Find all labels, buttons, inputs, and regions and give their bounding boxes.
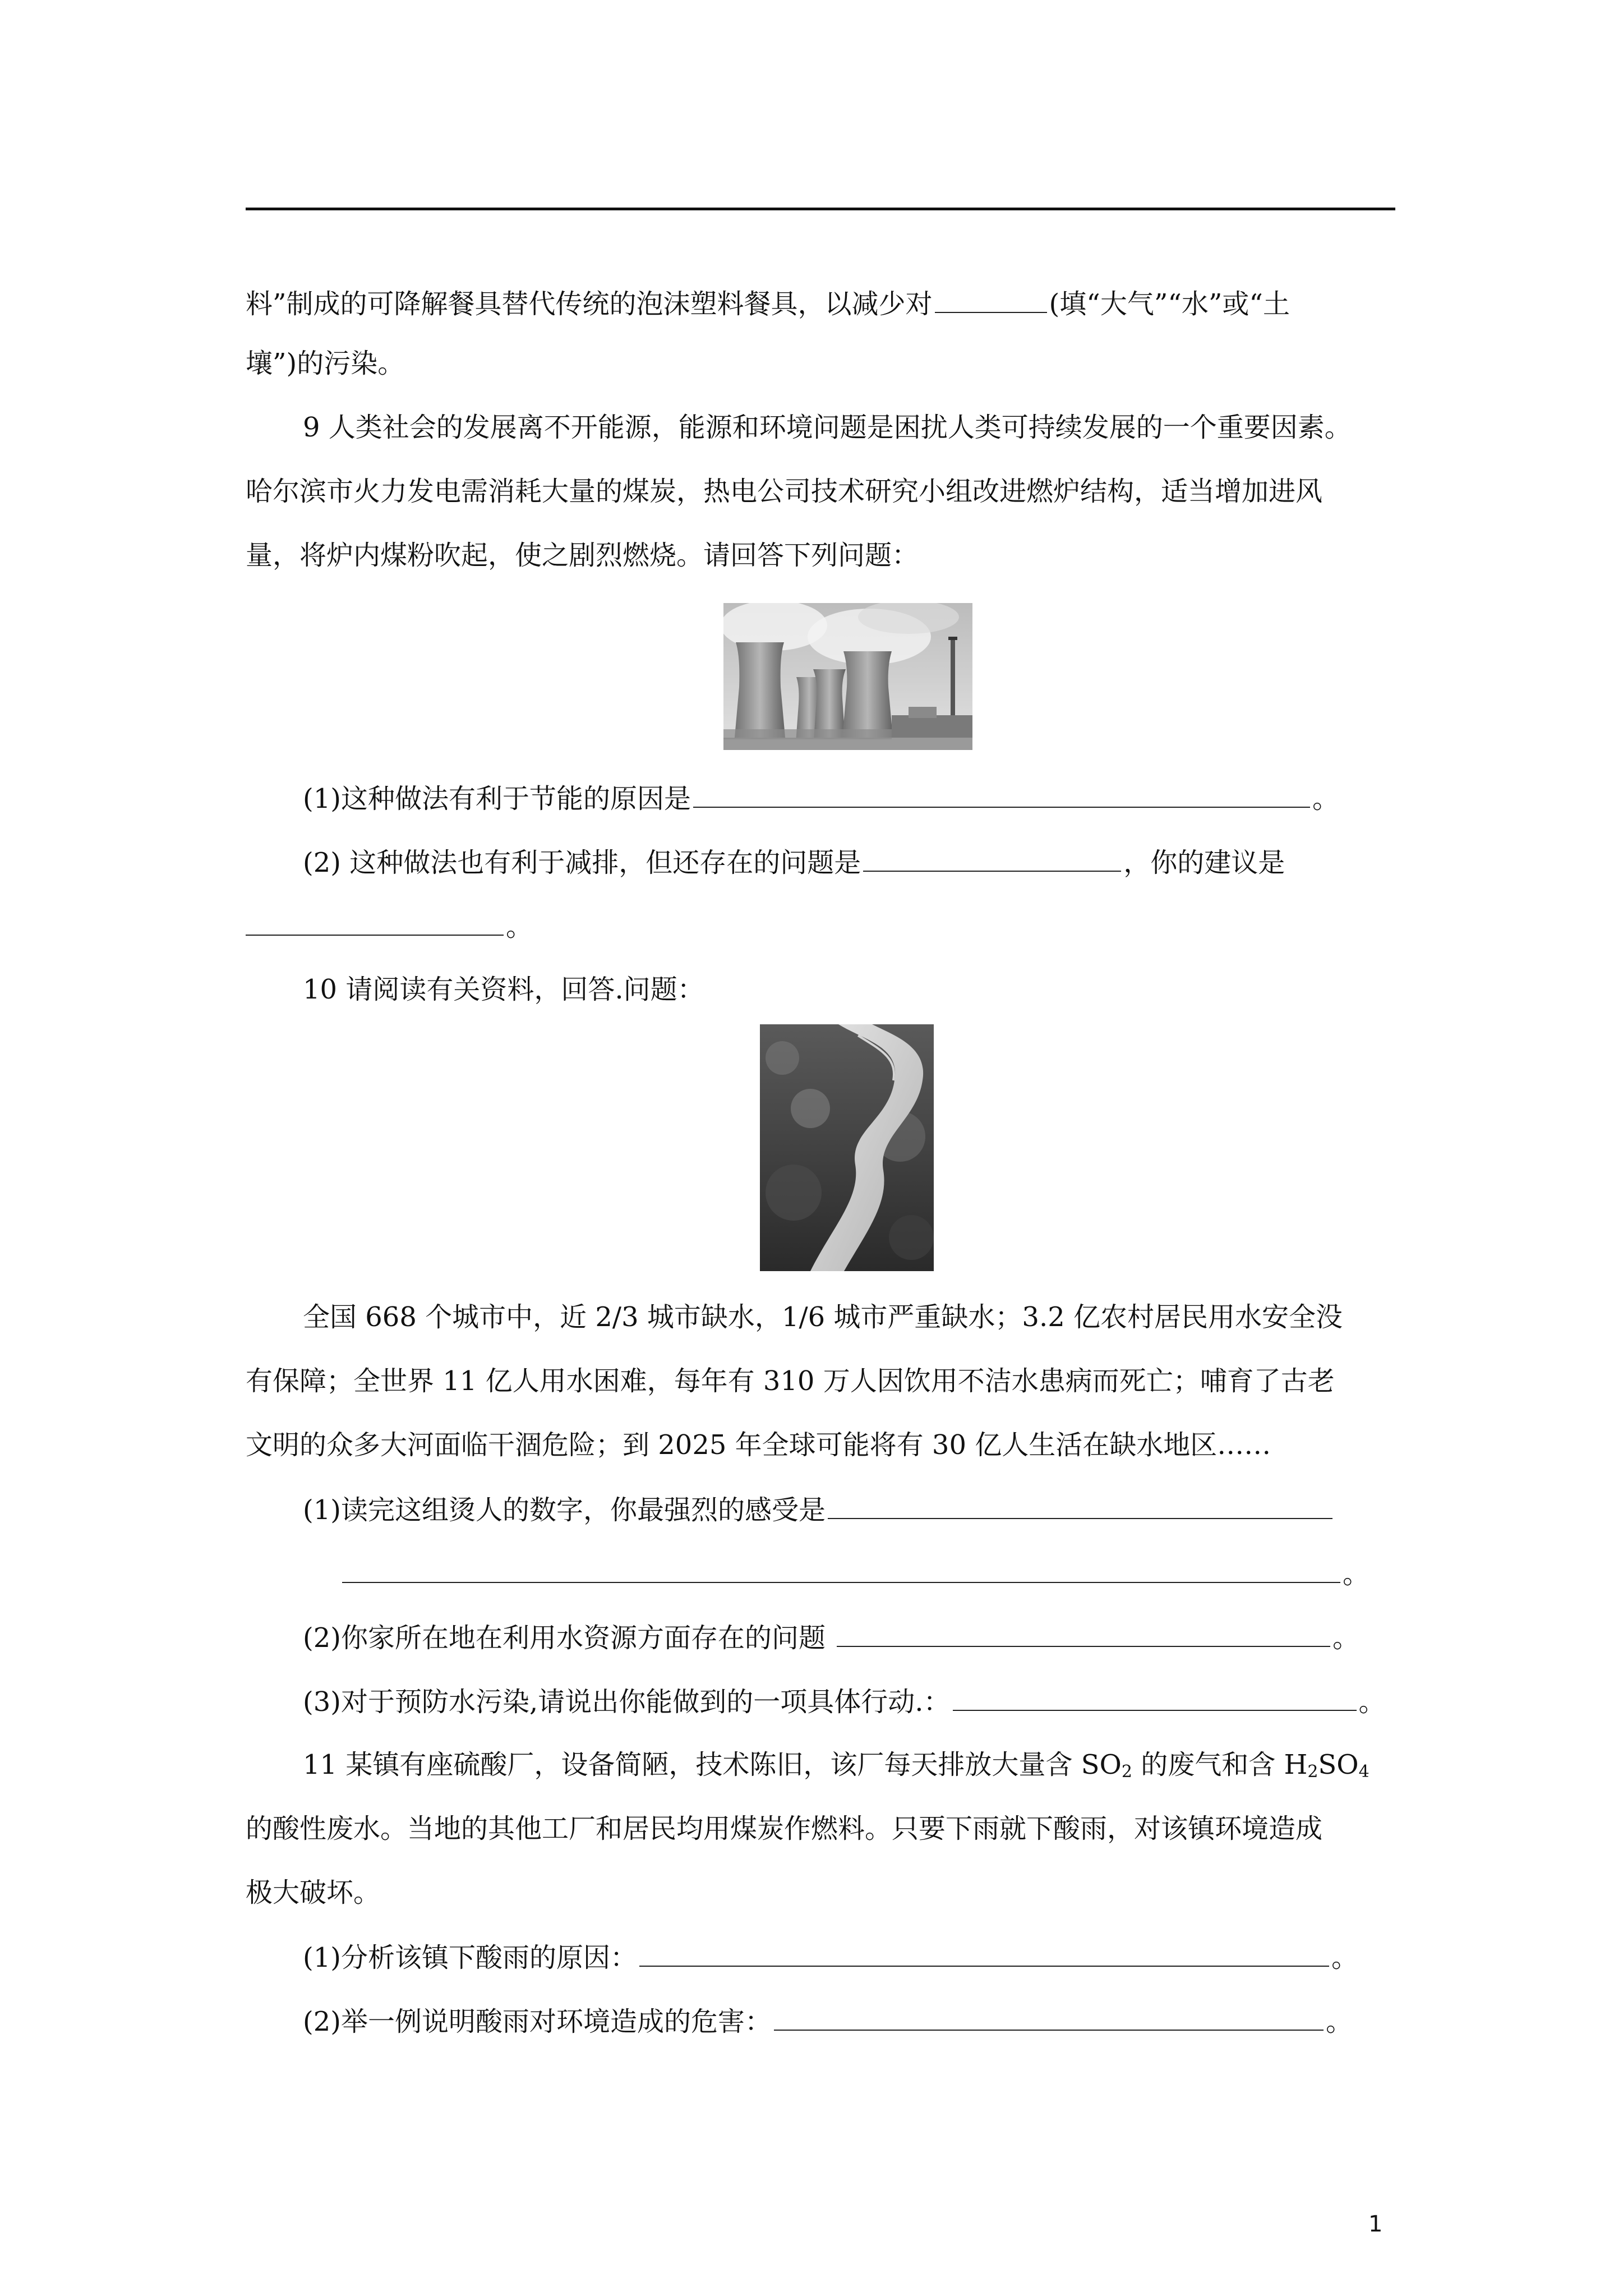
answer-blank[interactable] [863,845,1121,872]
answer-blank[interactable] [246,909,504,936]
q10-heading: 10 请阅读有关资料，回答.问题： [303,974,704,1005]
q10-paragraph-line-3: 文明的众多大河面临干涸危险；到 2025 年全球可能将有 30 亿人生活在缺水地区…… [246,1429,1271,1461]
q10-paragraph-line-2: 有保障；全世界 11 亿人用水困难，每年有 310 万人因饮用不洁水患病而死亡；哺育了古老 [246,1365,1335,1397]
q10-sub-question-1: (1)读完这组烫人的数字，你最强烈的感受是 [303,1492,1458,1527]
q9-text-line-1: 9 人类社会的发展离不开能源，能源和环境问题是困扰人类可持续发展的一个重要因素。 [303,412,1352,443]
q9-sub-question-2: (2) 这种做法也有利于减排，但还存在的问题是 ，你的建议是 [303,845,1458,880]
q9-text-line-3: 量，将炉内煤粉吹起，使之剧烈燃烧。请回答下列问题： [246,540,919,571]
answer-blank[interactable] [935,286,1047,313]
q10-paragraph-line-1: 全国 668 个城市中，近 2/3 城市缺水，1/6 城市严重缺水；3.2 亿农村居民用水安全没 [303,1301,1343,1333]
answer-blank[interactable] [837,1620,1330,1647]
answer-blank[interactable] [639,1940,1329,1967]
power-plant-photo [723,603,972,750]
answer-blank[interactable] [828,1492,1332,1519]
answer-blank[interactable] [342,1556,1340,1583]
answer-blank[interactable] [693,781,1310,808]
q11-sub-question-1: (1)分析该镇下酸雨的原因： 。 [303,1940,1458,1975]
header-rule [246,208,1395,210]
q9-sub-question-2-cont: 。 [246,909,1401,944]
q11-text-line-2: 的酸性废水。当地的其他工厂和居民均用煤炭作燃料。只要下雨就下酸雨，对该镇环境造成 [246,1813,1323,1844]
page-number: 1 [1368,2211,1383,2237]
q8-line-2: 壤”)的污染。 [246,348,405,379]
q11-text-line-3: 极大破坏。 [246,1877,381,1908]
q10-sub-question-2: (2)你家所在地在利用水资源方面存在的问题 。 [303,1620,1458,1655]
answer-blank[interactable] [953,1684,1357,1711]
q10-sub-question-1-cont: 。 [303,1556,1458,1591]
q8-line-1: 料”制成的可降解餐具替代传统的泡沫塑料餐具，以减少对 (填“大气”“水”或“土 [246,286,1401,321]
q11-text-line-1: 11 某镇有座硫酸厂，设备简陋，技术陈旧，该厂每天排放大量含 $SO_2$ 的废气和含 $H_2SO_4$ [303,1749,1370,1782]
answer-blank[interactable] [774,2004,1324,2031]
q11-sub-question-2: (2)举一例说明酸雨对环境造成的危害： 。 [303,2004,1458,2039]
river-photo [760,1024,934,1271]
q10-sub-question-3: (3)对于预防水污染,请说出你能做到的一项具体行动.： 。 [303,1684,1458,1719]
q9-text-line-2: 哈尔滨市火力发电需消耗大量的煤炭，热电公司技术研究小组改进燃炉结构，适当增加进风 [246,476,1323,507]
q9-sub-question-1: (1)这种做法有利于节能的原因是 。 [303,781,1458,816]
